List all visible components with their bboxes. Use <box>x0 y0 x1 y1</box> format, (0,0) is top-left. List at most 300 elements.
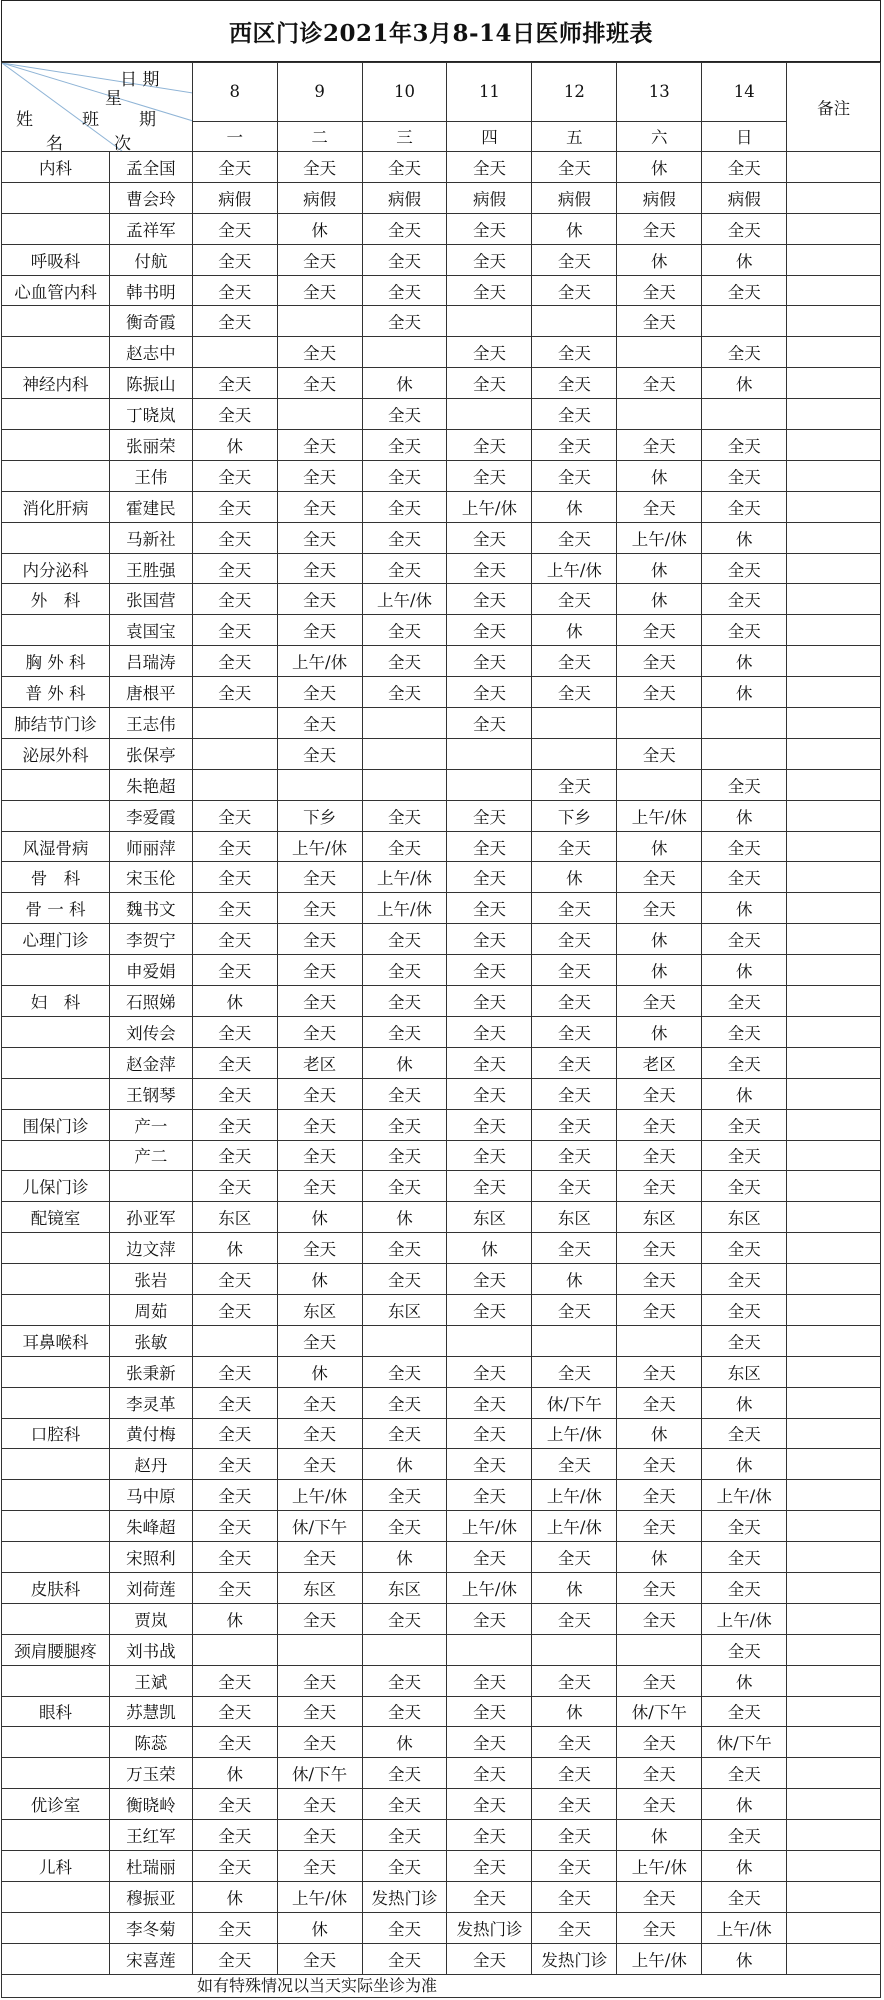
shift-cell: 全天 <box>192 1943 277 1974</box>
shift-cell: 全天 <box>532 1294 617 1325</box>
shift-cell <box>362 337 447 368</box>
shift-cell: 全天 <box>447 1140 532 1171</box>
doctor-name-cell: 韩书明 <box>109 275 192 306</box>
note-cell <box>787 1696 881 1727</box>
shift-cell: 全天 <box>277 1140 362 1171</box>
corner-shift-label: 班 <box>82 110 99 130</box>
shift-cell: 休 <box>277 213 362 244</box>
shift-cell: 全天 <box>702 275 787 306</box>
shift-cell: 全天 <box>277 677 362 708</box>
header-date-cell: 14 <box>702 63 787 122</box>
shift-cell: 休 <box>362 1449 447 1480</box>
shift-cell <box>617 1634 702 1665</box>
shift-cell: 东区 <box>702 1202 787 1233</box>
department-cell <box>2 460 110 491</box>
doctor-name-cell: 申爱娟 <box>109 955 192 986</box>
shift-cell: 全天 <box>192 1047 277 1078</box>
schedule-row <box>2 1820 881 1851</box>
shift-cell: 全天 <box>702 1109 787 1140</box>
schedule-row <box>2 213 881 244</box>
doctor-name-cell: 产一 <box>109 1109 192 1140</box>
schedule-row <box>2 306 881 337</box>
shift-cell: 全天 <box>277 152 362 183</box>
shift-cell: 全天 <box>532 831 617 862</box>
shift-cell: 全天 <box>362 677 447 708</box>
shift-cell: 休/下午 <box>617 1696 702 1727</box>
doctor-name-cell: 吕瑞涛 <box>109 646 192 677</box>
schedule-row <box>2 1665 881 1696</box>
shift-cell: 休 <box>532 213 617 244</box>
shift-cell: 全天 <box>192 1418 277 1449</box>
shift-cell: 下乡 <box>277 800 362 831</box>
department-cell <box>2 955 110 986</box>
shift-cell: 全天 <box>702 615 787 646</box>
shift-cell: 上午/休 <box>702 1912 787 1943</box>
shift-cell <box>532 1325 617 1356</box>
shift-cell: 上午/休 <box>617 522 702 553</box>
shift-cell: 上午/休 <box>702 1603 787 1634</box>
note-cell <box>787 738 881 769</box>
doctor-name-cell: 王志伟 <box>109 708 192 739</box>
shift-cell: 全天 <box>447 1943 532 1974</box>
shift-cell: 全天 <box>192 1109 277 1140</box>
shift-cell: 全天 <box>532 1047 617 1078</box>
shift-cell: 全天 <box>447 862 532 893</box>
doctor-name-cell: 边文萍 <box>109 1233 192 1264</box>
shift-cell: 休 <box>702 800 787 831</box>
schedule-row <box>2 584 881 615</box>
shift-cell: 全天 <box>362 646 447 677</box>
schedule-row <box>2 1356 881 1387</box>
shift-cell <box>277 306 362 337</box>
schedule-row <box>2 1789 881 1820</box>
note-cell <box>787 1449 881 1480</box>
note-cell <box>787 1603 881 1634</box>
note-cell <box>787 213 881 244</box>
department-cell <box>2 1820 110 1851</box>
shift-cell: 全天 <box>532 986 617 1017</box>
schedule-row <box>2 646 881 677</box>
department-cell: 肺结节门诊 <box>2 708 110 739</box>
shift-cell: 东区 <box>617 1202 702 1233</box>
note-cell <box>787 1789 881 1820</box>
note-cell <box>787 182 881 213</box>
department-cell <box>2 1881 110 1912</box>
shift-cell: 全天 <box>617 615 702 646</box>
shift-cell: 全天 <box>447 522 532 553</box>
department-cell: 心理门诊 <box>2 924 110 955</box>
shift-cell: 全天 <box>277 986 362 1017</box>
shift-cell: 全天 <box>192 275 277 306</box>
shift-cell: 全天 <box>447 893 532 924</box>
note-cell <box>787 955 881 986</box>
shift-cell: 全天 <box>617 1727 702 1758</box>
note-cell <box>787 677 881 708</box>
corner-date-label: 日 期 <box>120 70 160 90</box>
shift-cell: 全天 <box>532 1016 617 1047</box>
doctor-name-cell: 陈蕊 <box>109 1727 192 1758</box>
shift-cell: 全天 <box>362 275 447 306</box>
shift-cell: 休 <box>617 152 702 183</box>
department-cell: 普 外 科 <box>2 677 110 708</box>
shift-cell: 全天 <box>362 1665 447 1696</box>
shift-cell: 全天 <box>447 584 532 615</box>
shift-cell: 全天 <box>617 1233 702 1264</box>
department-cell: 耳鼻喉科 <box>2 1325 110 1356</box>
corner-week-label: 星 <box>105 89 122 109</box>
department-cell: 颈肩腰腿疼 <box>2 1634 110 1665</box>
doctor-name-cell: 朱峰超 <box>109 1511 192 1542</box>
doctor-name-cell: 孟全国 <box>109 152 192 183</box>
shift-cell: 全天 <box>532 275 617 306</box>
doctor-name-cell: 袁国宝 <box>109 615 192 646</box>
shift-cell: 上午/休 <box>447 491 532 522</box>
department-cell <box>2 1727 110 1758</box>
department-cell <box>2 306 110 337</box>
shift-cell: 全天 <box>447 1294 532 1325</box>
shift-cell: 东区 <box>192 1202 277 1233</box>
department-cell: 心血管内科 <box>2 275 110 306</box>
doctor-name-cell: 宋喜莲 <box>109 1943 192 1974</box>
schedule-row <box>2 955 881 986</box>
note-cell <box>787 1850 881 1881</box>
shift-cell: 全天 <box>617 1789 702 1820</box>
shift-cell: 病假 <box>192 182 277 213</box>
department-cell <box>2 182 110 213</box>
shift-cell: 上午/休 <box>277 831 362 862</box>
header-weekday-cell: 日 <box>702 121 787 152</box>
shift-cell: 全天 <box>702 430 787 461</box>
shift-cell: 全天 <box>277 738 362 769</box>
doctor-name-cell: 赵志中 <box>109 337 192 368</box>
shift-cell: 全天 <box>362 1820 447 1851</box>
shift-cell: 东区 <box>447 1202 532 1233</box>
note-cell <box>787 1820 881 1851</box>
department-cell: 风湿骨病 <box>2 831 110 862</box>
schedule-row <box>2 1480 881 1511</box>
shift-cell <box>447 306 532 337</box>
shift-cell: 全天 <box>447 1016 532 1047</box>
schedule-row <box>2 1047 881 1078</box>
doctor-name-cell: 周茹 <box>109 1294 192 1325</box>
shift-cell: 全天 <box>532 1140 617 1171</box>
shift-cell: 全天 <box>447 1047 532 1078</box>
shift-cell: 全天 <box>192 1727 277 1758</box>
note-cell <box>787 1140 881 1171</box>
doctor-name-cell: 师丽萍 <box>109 831 192 862</box>
doctor-name-cell: 万玉荣 <box>109 1758 192 1789</box>
shift-cell: 休 <box>192 1758 277 1789</box>
shift-cell: 休 <box>617 924 702 955</box>
shift-cell: 全天 <box>447 800 532 831</box>
shift-cell: 全天 <box>192 244 277 275</box>
shift-cell: 全天 <box>362 1171 447 1202</box>
shift-cell: 全天 <box>362 399 447 430</box>
shift-cell <box>702 306 787 337</box>
shift-cell <box>532 1634 617 1665</box>
shift-cell: 全天 <box>277 460 362 491</box>
shift-cell: 全天 <box>447 1418 532 1449</box>
shift-cell: 休 <box>617 553 702 584</box>
shift-cell: 全天 <box>447 986 532 1017</box>
schedule-row <box>2 1078 881 1109</box>
note-cell <box>787 152 881 183</box>
schedule-row <box>2 1233 881 1264</box>
shift-cell: 全天 <box>617 1294 702 1325</box>
shift-cell: 病假 <box>617 182 702 213</box>
shift-cell: 全天 <box>532 1109 617 1140</box>
shift-cell: 全天 <box>447 430 532 461</box>
corner-shift-label-2: 次 <box>114 134 131 152</box>
doctor-name-cell: 马新社 <box>109 522 192 553</box>
footer-note: 如有特殊情况以当天实际坐诊为准 <box>197 1976 438 1995</box>
schedule-row <box>2 1634 881 1665</box>
shift-cell: 上午/休 <box>447 1572 532 1603</box>
schedule-row <box>2 862 881 893</box>
shift-cell: 休 <box>277 1264 362 1295</box>
doctor-name-cell: 李贺宁 <box>109 924 192 955</box>
shift-cell: 全天 <box>192 460 277 491</box>
shift-cell: 全天 <box>277 244 362 275</box>
shift-cell: 全天 <box>192 1542 277 1573</box>
shift-cell: 全天 <box>532 1820 617 1851</box>
shift-cell: 全天 <box>362 213 447 244</box>
shift-cell: 全天 <box>277 1696 362 1727</box>
doctor-name-cell: 赵丹 <box>109 1449 192 1480</box>
shift-cell: 上午/休 <box>532 1480 617 1511</box>
shift-cell: 全天 <box>362 924 447 955</box>
schedule-row <box>2 1603 881 1634</box>
shift-cell: 全天 <box>277 1387 362 1418</box>
department-cell <box>2 1047 110 1078</box>
shift-cell: 全天 <box>447 460 532 491</box>
shift-cell: 休 <box>617 955 702 986</box>
shift-cell: 全天 <box>532 1356 617 1387</box>
shift-cell: 全天 <box>532 1789 617 1820</box>
shift-cell: 全天 <box>617 893 702 924</box>
department-cell <box>2 1542 110 1573</box>
shift-cell: 全天 <box>362 306 447 337</box>
shift-cell: 全天 <box>362 800 447 831</box>
shift-cell: 休/下午 <box>532 1387 617 1418</box>
shift-cell: 全天 <box>447 1171 532 1202</box>
shift-cell: 全天 <box>702 1634 787 1665</box>
schedule-row <box>2 1850 881 1881</box>
note-cell <box>787 399 881 430</box>
shift-cell: 全天 <box>702 769 787 800</box>
shift-cell: 老区 <box>617 1047 702 1078</box>
shift-cell: 全天 <box>277 1820 362 1851</box>
shift-cell: 全天 <box>192 646 277 677</box>
shift-cell: 休 <box>362 1047 447 1078</box>
note-cell <box>787 1480 881 1511</box>
shift-cell: 全天 <box>702 1511 787 1542</box>
doctor-name-cell: 孙亚军 <box>109 1202 192 1233</box>
department-cell <box>2 1665 110 1696</box>
shift-cell: 全天 <box>617 275 702 306</box>
header-date-cell: 9 <box>277 63 362 122</box>
schedule-row <box>2 1542 881 1573</box>
shift-cell: 全天 <box>617 1511 702 1542</box>
shift-cell: 全天 <box>702 1264 787 1295</box>
shift-cell: 全天 <box>617 1572 702 1603</box>
shift-cell <box>447 1634 532 1665</box>
shift-cell: 上午/休 <box>617 1943 702 1974</box>
schedule-row <box>2 460 881 491</box>
shift-cell: 休 <box>702 368 787 399</box>
shift-cell: 全天 <box>277 337 362 368</box>
shift-cell: 全天 <box>702 152 787 183</box>
shift-cell: 全天 <box>277 1542 362 1573</box>
shift-cell: 全天 <box>362 986 447 1017</box>
schedule-row <box>2 1171 881 1202</box>
shift-cell <box>192 708 277 739</box>
corner-day-label: 期 <box>139 110 156 130</box>
schedule-row <box>2 1016 881 1047</box>
shift-cell: 全天 <box>362 1078 447 1109</box>
shift-cell <box>617 1325 702 1356</box>
shift-cell <box>702 399 787 430</box>
note-cell <box>787 337 881 368</box>
shift-cell: 全天 <box>702 1233 787 1264</box>
header-weekday-cell: 二 <box>277 121 362 152</box>
doctor-name-cell: 霍建民 <box>109 491 192 522</box>
shift-cell: 休 <box>192 430 277 461</box>
shift-cell: 全天 <box>362 1912 447 1943</box>
shift-cell: 全天 <box>447 615 532 646</box>
shift-cell: 上午/休 <box>617 800 702 831</box>
shift-cell: 全天 <box>702 1047 787 1078</box>
doctor-name-cell: 唐根平 <box>109 677 192 708</box>
department-cell <box>2 1078 110 1109</box>
department-cell: 内科 <box>2 152 110 183</box>
shift-cell: 发热门诊 <box>447 1912 532 1943</box>
schedule-row <box>2 430 881 461</box>
note-cell <box>787 862 881 893</box>
shift-cell <box>617 337 702 368</box>
shift-cell: 全天 <box>192 1511 277 1542</box>
shift-cell: 全天 <box>192 491 277 522</box>
footer-row <box>1 1968 881 1998</box>
doctor-name-cell: 宋玉伦 <box>109 862 192 893</box>
corner-name-label-2: 名 <box>46 134 63 152</box>
doctor-name-cell: 宋照利 <box>109 1542 192 1573</box>
shift-cell: 休 <box>447 1233 532 1264</box>
shift-cell: 全天 <box>192 1078 277 1109</box>
shift-cell: 休 <box>702 1850 787 1881</box>
schedule-row <box>2 738 881 769</box>
shift-cell: 东区 <box>702 1356 787 1387</box>
shift-cell: 全天 <box>617 368 702 399</box>
shift-cell: 休 <box>702 1789 787 1820</box>
schedule-row <box>2 1202 881 1233</box>
department-cell: 泌尿外科 <box>2 738 110 769</box>
department-cell <box>2 213 110 244</box>
shift-cell: 全天 <box>532 152 617 183</box>
shift-cell: 全天 <box>277 1418 362 1449</box>
schedule-row <box>2 831 881 862</box>
note-cell <box>787 1572 881 1603</box>
schedule-row <box>2 553 881 584</box>
shift-cell: 下乡 <box>532 800 617 831</box>
shift-cell: 全天 <box>447 924 532 955</box>
doctor-name-cell: 苏慧凯 <box>109 1696 192 1727</box>
department-cell: 妇 科 <box>2 986 110 1017</box>
shift-cell: 全天 <box>362 491 447 522</box>
shift-cell: 全天 <box>192 1140 277 1171</box>
shift-cell: 休 <box>277 1356 362 1387</box>
schedule-row <box>2 337 881 368</box>
shift-cell: 全天 <box>277 1449 362 1480</box>
shift-cell: 全天 <box>447 1696 532 1727</box>
note-cell <box>787 1634 881 1665</box>
shift-cell: 全天 <box>617 306 702 337</box>
shift-cell: 全天 <box>277 1850 362 1881</box>
department-cell <box>2 337 110 368</box>
shift-cell: 全天 <box>617 1881 702 1912</box>
schedule-table <box>1 62 881 1975</box>
shift-cell: 全天 <box>702 337 787 368</box>
note-cell <box>787 306 881 337</box>
shift-cell: 休 <box>702 522 787 553</box>
department-cell <box>2 399 110 430</box>
shift-cell: 全天 <box>447 275 532 306</box>
note-cell <box>787 553 881 584</box>
schedule-row <box>2 1758 881 1789</box>
note-cell <box>787 924 881 955</box>
shift-cell: 东区 <box>362 1572 447 1603</box>
shift-cell: 全天 <box>702 584 787 615</box>
shift-cell: 全天 <box>532 1078 617 1109</box>
shift-cell: 全天 <box>447 1480 532 1511</box>
schedule-row <box>2 924 881 955</box>
shift-cell: 东区 <box>277 1294 362 1325</box>
note-cell <box>787 1047 881 1078</box>
shift-cell: 全天 <box>192 1480 277 1511</box>
doctor-name-cell: 马中原 <box>109 1480 192 1511</box>
header-weekday-cell: 六 <box>617 121 702 152</box>
shift-cell <box>362 708 447 739</box>
shift-cell: 休 <box>617 1016 702 1047</box>
shift-cell: 休 <box>702 646 787 677</box>
shift-cell: 休/下午 <box>277 1758 362 1789</box>
note-cell <box>787 1881 881 1912</box>
note-cell <box>787 522 881 553</box>
shift-cell: 全天 <box>362 1696 447 1727</box>
shift-cell <box>192 1634 277 1665</box>
shift-cell: 全天 <box>277 1943 362 1974</box>
shift-cell: 休 <box>192 986 277 1017</box>
shift-cell: 全天 <box>617 1109 702 1140</box>
shift-cell: 全天 <box>277 1727 362 1758</box>
sheet-title: 西区门诊2021年3月8-14日医师排班表 <box>1 0 881 62</box>
shift-cell: 全天 <box>447 1789 532 1820</box>
corner-name-label: 姓 <box>16 110 33 130</box>
note-cell <box>787 1171 881 1202</box>
shift-cell: 全天 <box>702 1542 787 1573</box>
shift-cell: 全天 <box>192 522 277 553</box>
schedule-row <box>2 1881 881 1912</box>
doctor-name-cell: 张秉新 <box>109 1356 192 1387</box>
shift-cell: 全天 <box>702 213 787 244</box>
shift-cell: 全天 <box>192 152 277 183</box>
shift-cell <box>702 738 787 769</box>
shift-cell: 全天 <box>277 491 362 522</box>
department-cell: 内分泌科 <box>2 553 110 584</box>
shift-cell <box>447 399 532 430</box>
shift-cell: 上午/休 <box>617 1850 702 1881</box>
note-cell <box>787 1727 881 1758</box>
